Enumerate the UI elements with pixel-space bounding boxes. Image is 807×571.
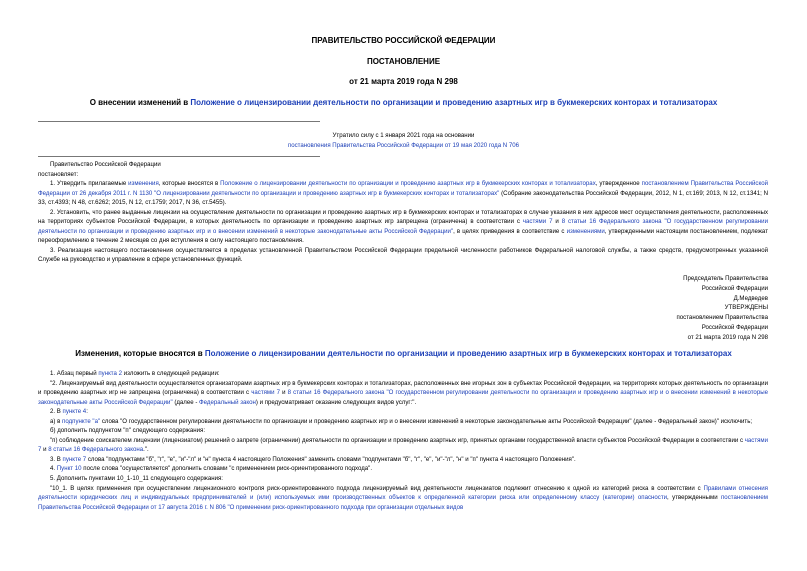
change-2: 2. В пункте 4: — [50, 408, 88, 416]
document-date-number: от 21 марта 2019 года N 298 — [349, 77, 458, 86]
law-part-7-link[interactable]: частями 7 — [522, 218, 553, 226]
regulation-link[interactable]: Положение о лицензировании деятельности по организации и проведению азартных игр в букмекерских конторах и тотализаторах — [220, 180, 596, 188]
clause-10-link[interactable]: Пункт 10 — [56, 465, 82, 473]
regulation-link[interactable]: Положение о лицензировании деятельности по организации и проведению азартных игр в букмекерских конторах и тотализаторах — [204, 349, 732, 358]
changes-body — [38, 369, 768, 512]
preamble-line: Правительство Российской Федерации — [50, 161, 161, 168]
change-5-quote: "10_1. В целях применения при осуществлении лицензионного контроля риск-ориентированного подхода лицензируемый вид деятельности лицензиатов подлежит отнесению к одной из категорий риска в соответствии с Правилами отнесения деятельности юридических лиц и индивидуальных предпринимателей и (или) используемых ими производственных объектов к определенной категории риска или определенному классу (категории) опасности, утвержденными постановлением Правительства Российской Федерации от 17 августа 2016 г. N 806 "О применении риск-ориентированного подхода при организации отдельных видов — [38, 484, 768, 511]
change-1-quote: "2. Лицензируемый вид деятельности осуществляется организаторами азартных игр в букмекерских конторах и тотализаторах, расположенных вне игорных зон в субъектах Российской Федерации, на территориях которых деятельность по организации и проведению азартных игр не запрещена (ограничена) в соответствии с частями 7 и 8 статьи 16 Федерального закона "О государственном регулировании деятельности по организации и проведению азартных игр и о внесении изменений в некоторые законодательные акты Российской Федерации" (далее - Федеральный закон) и предусматривает оказание следующих видов услуг:". — [38, 379, 768, 406]
document-title — [0, 98, 807, 108]
regulation-link[interactable]: Положение о лицензировании деятельности по организации и проведению азартных игр в букмекерских конторах и тотализаторах — [190, 98, 718, 107]
decree-1130-link[interactable]: постановлением Правительства Российской Федерации от 26 декабря 2011 г. N 1130 "О лицензировании деятельности по организации и проведению азартных игр в букмекерских конторах и тотализаторах" — [38, 180, 769, 197]
change-1: 1. Абзац первый пункта 2 изложить в следующей редакции: — [50, 370, 220, 377]
document-title-prefix: О внесении изменений в — [89, 98, 191, 107]
approved-by-rf: Российской Федерации — [701, 323, 768, 331]
separator-line — [38, 121, 320, 122]
approved-by: постановлением Правительства — [676, 314, 768, 322]
change-5: 5. Дополнить пунктами 10_1-10_11 следующего содержания: — [50, 475, 223, 483]
change-2b: б) дополнить подпунктом "п" следующего содержания: — [50, 427, 206, 435]
federal-law-link[interactable]: 8 статьи 16 Федерального закона "О государственном регулировании деятельности по организации и проведению азартных игр и о внесении изменений в некоторые законодательные акты Российской Федерации" — [38, 218, 768, 235]
paragraph-1: 1. Утвердить прилагаемые изменения, которые вносятся в Положение о лицензировании деятельности по организации и проведению азартных игр в букмекерских конторах и тотализаторах, утвержденное постановлением Правительства Российской Федерации от 26 декабря 2011 г. N 1130 "О лицензировании деятельности по организации и проведению азартных игр в букмекерских конторах и тотализаторах" (Собрание законодательства Российской Федерации, 2012, N 1, ст.169; 2013, N 12, ст.1341; N 33, ст.4393; N 48, ст.6262; 2015, N 12, ст.1759; 2017, N 36, ст.5455). — [38, 180, 769, 207]
signer-title-rf: Российской Федерации — [701, 284, 768, 292]
federal-law-short-link[interactable]: Федеральный закон — [199, 398, 256, 406]
federal-law-link[interactable]: 8 статьи 16 Федерального закона "О государственном регулировании деятельности по организации и проведению азартных игр и о внесении изменений в некоторые законодательные акты Российской Федерации" — [38, 389, 768, 406]
subclause-a-link[interactable]: подпункте "а" — [62, 417, 101, 425]
government-heading: ПРАВИТЕЛЬСТВО РОССИЙСКОЙ ФЕДЕРАЦИИ — [311, 36, 496, 45]
federal-law-link[interactable]: 8 статьи 16 Федерального закона — [48, 446, 144, 454]
law-part-7-link[interactable]: частями 7 — [251, 389, 281, 397]
change-4: 4. Пункт 10 после слова "осуществляется" дополнить словами "с применением риск-ориентированного подхода". — [50, 465, 373, 473]
validity-notice: Утратило силу с 1 января 2021 года на основании — [332, 132, 475, 139]
risk-rules-link[interactable]: Правилами отнесения деятельности юридических лиц и индивидуальных предпринимателей и (или) используемых ими производственных объектов к определенной категории риска или определенному классу (категории) опасности — [38, 484, 768, 502]
separator-line — [38, 156, 320, 157]
signature-block — [676, 274, 768, 343]
paragraph-2: 2. Установить, что ранее выданные лицензии на осуществление деятельности по организации и проведению азартных игр в букмекерских конторах и тотализаторах в случае указания в них адресов мест осуществления деятельности, расположенных на территориях субъектов Российской Федерации, в которых деятельность по организации и проведению азартных игр запрещена (ограничена) в соответствии с частями 7 и 8 статьи 16 Федерального закона "О государственном регулировании деятельности по организации и проведению азартных игр и о внесении изменений в некоторые законодательные акты Российской Федерации", в целях приведения в соответствие с изменениями, утвержденными настоящим постановлением, подлежат переоформлению в течение 2 месяцев со дня вступления в силу настоящего постановления. — [38, 208, 768, 245]
changes-link[interactable]: изменениями — [566, 227, 605, 235]
decree-806-link[interactable]: постановлением Правительства Российской Федерации от 17 августа 2016 г. N 806 "О применении риск-ориентированного подхода при организации отдельных видов — [38, 494, 768, 511]
preamble-decrees: постановляет: — [38, 170, 79, 178]
approved-date: от 21 марта 2019 года N 298 — [687, 333, 768, 341]
approved-label: УТВЕРЖДЕНЫ — [724, 304, 768, 312]
clause-2-link[interactable]: пункта 2 — [98, 370, 122, 377]
document-type-heading: ПОСТАНОВЛЕНИЕ — [366, 57, 441, 66]
clause-4-link[interactable]: пункте 4 — [62, 408, 87, 416]
changes-heading: Изменения, которые вносятся в Положение о лицензировании деятельности по организации и проведению азартных игр в букмекерских конторах и тотализаторах — [75, 349, 732, 358]
changes-link[interactable]: изменения — [128, 180, 159, 188]
change-2b-quote: "п) соблюдение соискателем лицензии (лицензиатом) решений о запрете (ограничении) деятельности по организации и проведению азартных игр, принятых органами государственной власти субъектов Российской Федерации в соответствии с частями 7 и 8 статьи 16 Федерального закона.". — [38, 436, 769, 454]
law-part-7-link[interactable]: частями 7 — [38, 436, 769, 454]
clause-7-link[interactable]: пункте 7 — [62, 455, 87, 463]
signer-title: Председатель Правительства — [683, 275, 768, 282]
change-3: 3. В пункте 7 слова "подпунктами "б", "г", "е", "и"-"л" и "н" пункта 4 настоящего Положения" заменить словами "подпунктами "б", "г", "е", "и"-"л", "н" и "п" пункта 4 настоящего Положения". — [50, 455, 576, 463]
repeal-decree-link[interactable]: постановления Правительства Российской Федерации от 19 мая 2020 года N 706 — [287, 142, 520, 149]
change-2a: а) в подпункте "а" слова "О государственном регулировании деятельности по организации и проведению азартных игр и о внесении изменений в некоторые законодательные акты Российской Федерации" (далее - Федеральный закон)" исключить; — [50, 417, 753, 425]
decree-body — [38, 160, 768, 265]
signer-name: Д.Медведев — [733, 294, 768, 302]
paragraph-3: 3. Реализация настоящего постановления осуществляется в пределах установленной Правительством Российской Федерации предельной численности работников Федеральной налоговой службы, а также средств, предусмотренных указанной Службе на руководство и управление в сфере установленных функций. — [38, 246, 768, 264]
